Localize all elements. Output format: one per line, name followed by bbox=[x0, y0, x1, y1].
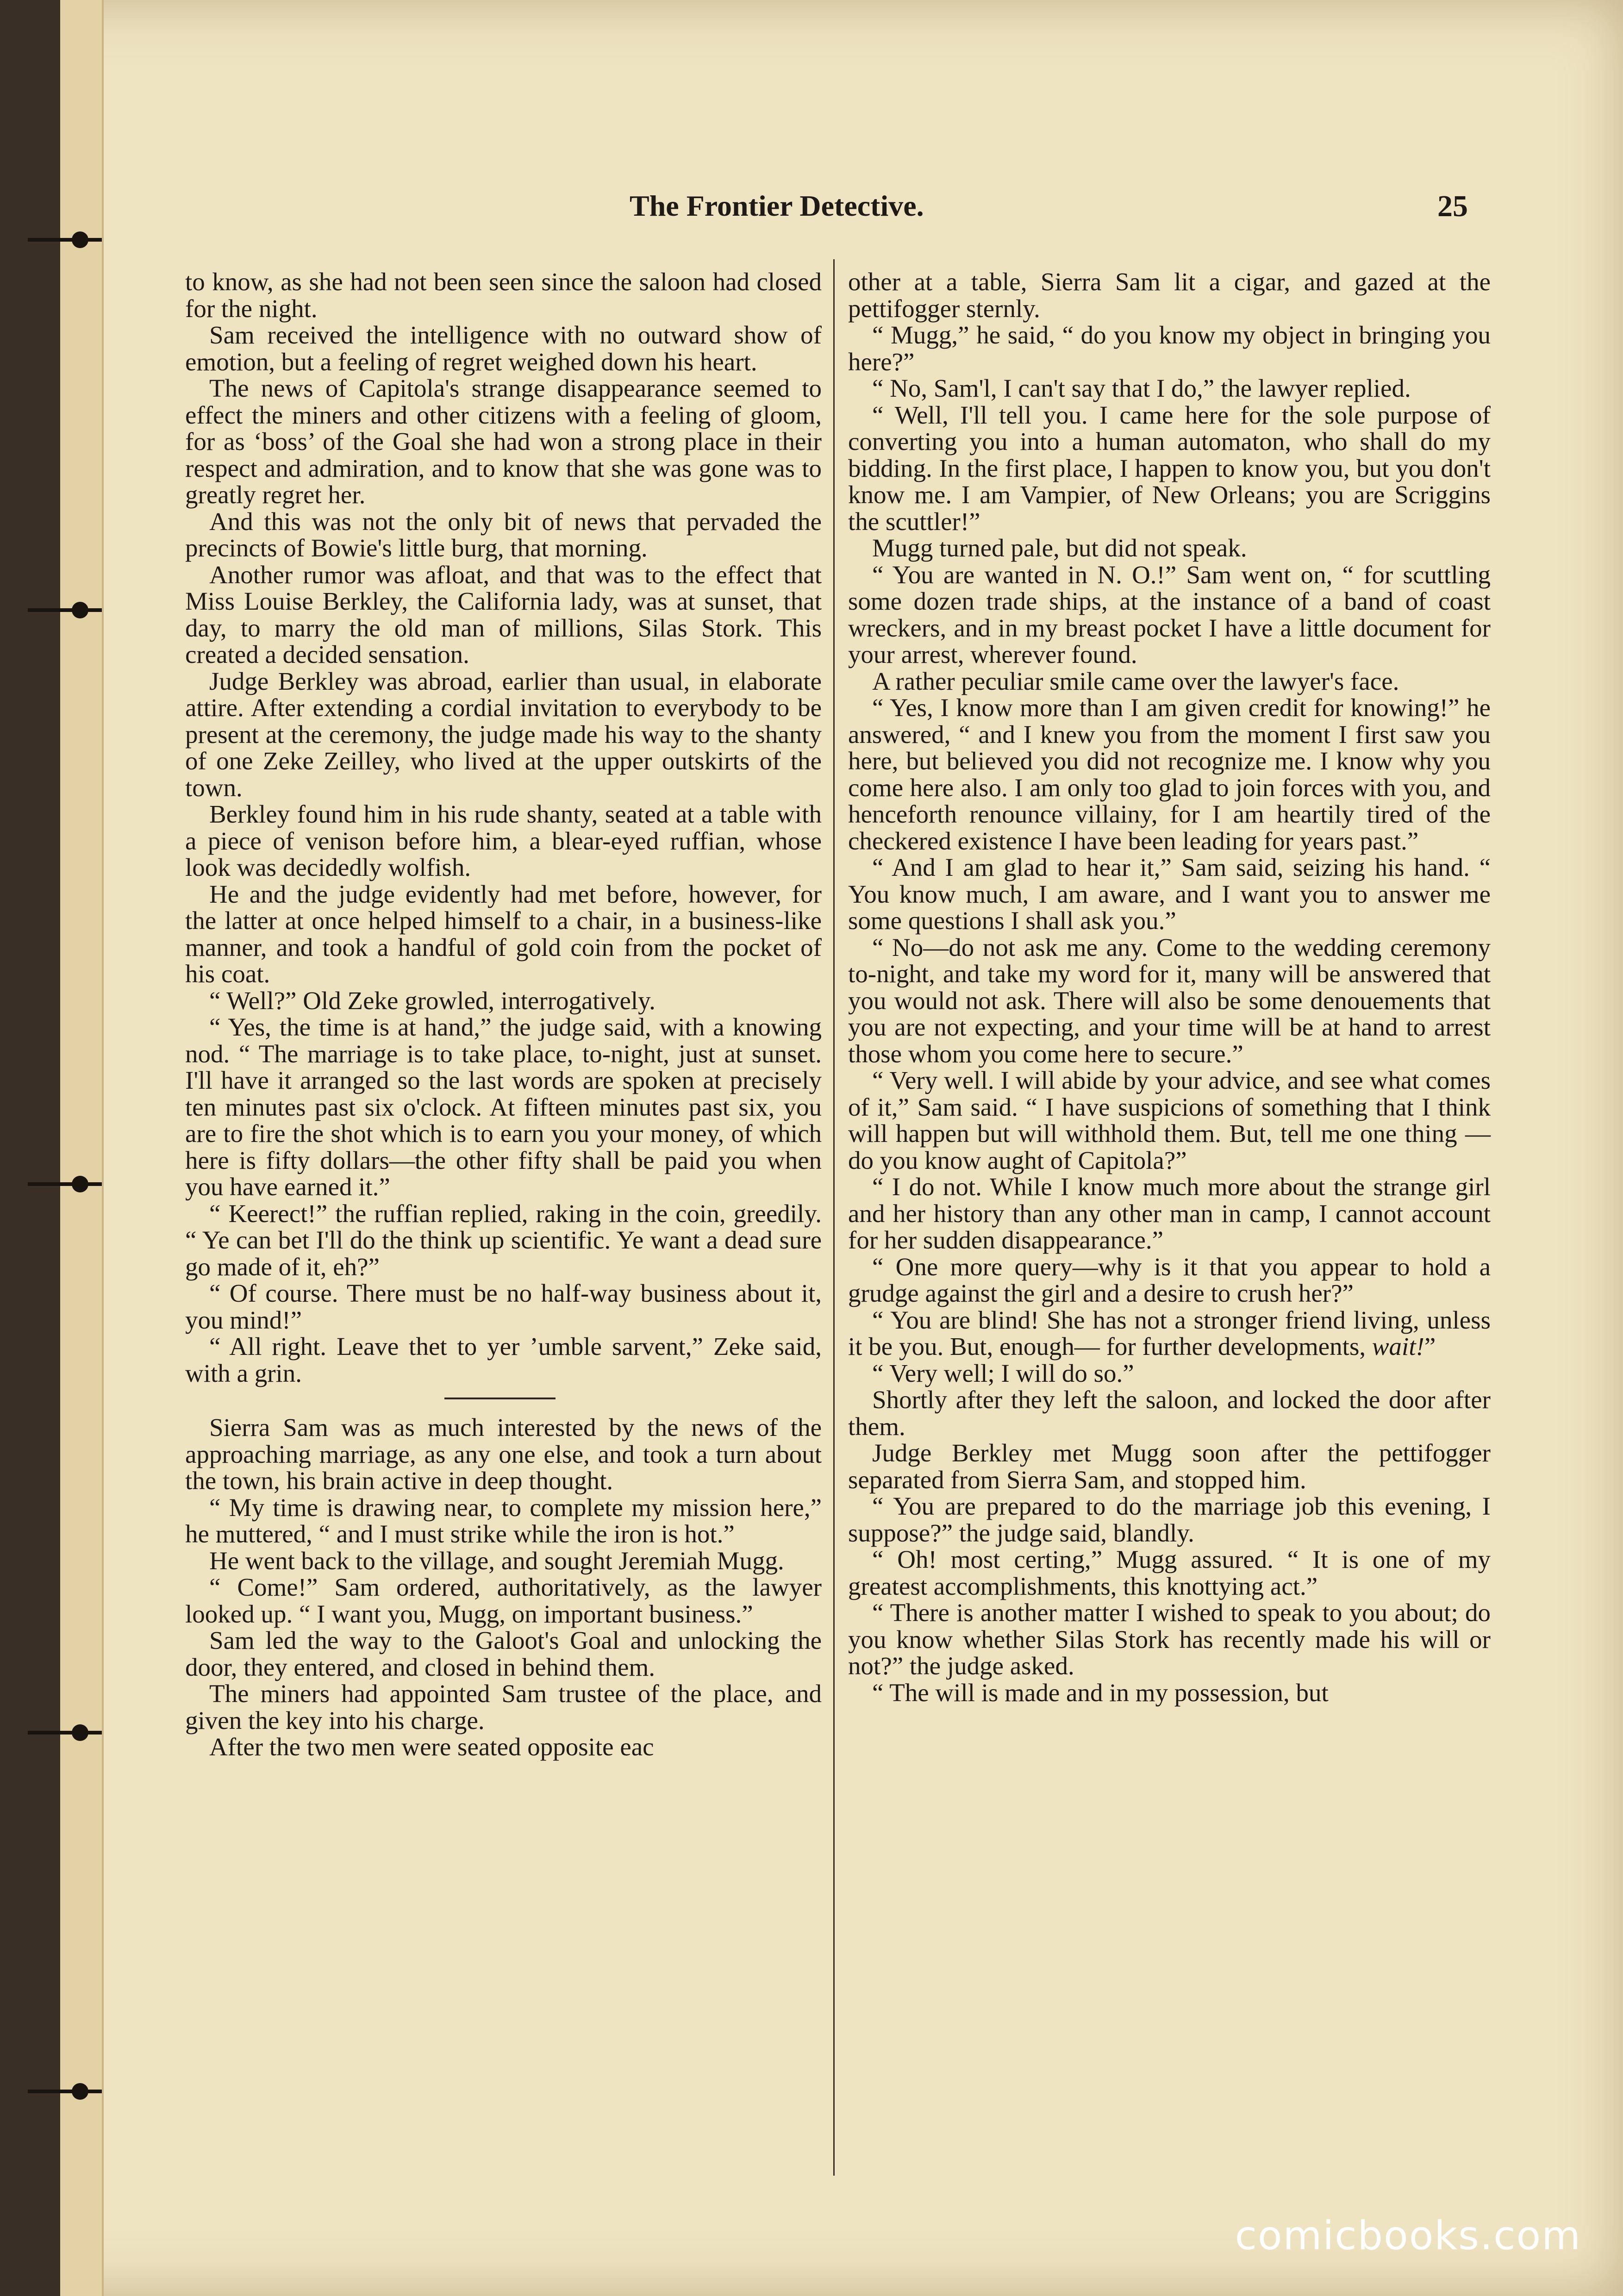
stitch-mark bbox=[28, 1724, 102, 1740]
paragraph: other at a table, Sierra Sam lit a cigar, and gazed at the pettifogger sternly. bbox=[848, 268, 1491, 323]
paragraph: “ I do not. While I know much more about the strange girl and her history than any other man in camp, I cannot account for her sudden disappearance.” bbox=[848, 1173, 1491, 1254]
paragraph: “ You are wanted in N. O.!” Sam went on, “ for scuttling some dozen trade ships, at the instance of a band of coast wreckers, and in my breast pocket I have a little document for your arrest, wherever found. bbox=[848, 560, 1491, 668]
paragraph: “ My time is drawing near, to complete my mission here,” he muttered, “ and I must strike while the iron is hot.” bbox=[185, 1493, 822, 1548]
paragraph: “ There is another matter I wished to speak to you about; do you know whether Silas Stork has recently made his will or not?” the judge asked. bbox=[848, 1598, 1491, 1680]
paragraph: “ Mugg,” he said, “ do you know my object in bringing you here?” bbox=[848, 321, 1491, 376]
paragraph: “ Well, I'll tell you. I came here for the sole purpose of converting you into a human automaton, who shall do my bidding. In the first place, I happen to know you, but you don't know me. I am Vampier, of New Orleans; you are Scriggins the scuttler!” bbox=[848, 400, 1491, 536]
paragraph: Sam led the way to the Galoot's Goal and unlocking the door, they entered, and closed in behind them. bbox=[185, 1626, 822, 1681]
stitch-mark bbox=[28, 1176, 102, 1192]
watermark: comicbooks.com bbox=[1235, 2213, 1581, 2259]
paragraph: Shortly after they left the saloon, and locked the door after them. bbox=[848, 1385, 1491, 1441]
paragraph: Mugg turned pale, but did not speak. bbox=[872, 534, 1247, 562]
paragraph: “ Of course. There must be no half-way business about it, you mind!” bbox=[185, 1279, 822, 1334]
left-column bbox=[185, 268, 822, 1760]
paragraph: “ No, Sam'l, I can't say that I do,” the lawyer replied. bbox=[872, 374, 1411, 402]
paragraph: “ The will is made and in my possession, but bbox=[872, 1678, 1329, 1707]
paragraph: And this was not the only bit of news that pervaded the precincts of Bowie's little burg, that morning. bbox=[185, 507, 822, 562]
page-number: 25 bbox=[1437, 189, 1468, 223]
section-divider bbox=[185, 1386, 822, 1414]
running-header: The Frontier Detective. bbox=[630, 189, 924, 222]
stitch-mark bbox=[28, 2083, 102, 2099]
paragraph: “ You are blind! She has not a stronger friend living, unless it be you. But, enough— for further developments, wait!” bbox=[848, 1305, 1491, 1360]
paragraph: “ And I am glad to hear it,” Sam said, seizing his hand. “ You know much, I am aware, and I want you to answer me some questions I shall ask you.” bbox=[848, 853, 1491, 935]
spine-edge bbox=[60, 0, 104, 2296]
paragraph: “ Come!” Sam ordered, authoritatively, as the lawyer looked up. “ I want you, Mugg, on important business.” bbox=[185, 1573, 822, 1628]
column-rule bbox=[833, 259, 835, 2176]
right-column bbox=[848, 268, 1491, 1706]
paragraph: Judge Berkley was abroad, earlier than usual, in elaborate attire. After extending a cordial invitation to everybody to be present at the ceremony, the judge made his way to the shanty of one Zeke Zeilley, who lived at the upper outskirts of the town. bbox=[185, 667, 822, 802]
paragraph: The news of Capitola's strange disappearance seemed to effect the miners and other citizens with a feeling of gloom, for as ‘boss’ of the Goal she had won a strong place in their respect and admiration, and to know that she was gone was to greatly regret her. bbox=[185, 374, 822, 509]
paragraph: “ One more query—why is it that you appear to hold a grudge against the girl and a desire to crush her?” bbox=[848, 1252, 1491, 1307]
paragraph: “ Yes, I know more than I am given credit for knowing!” he answered, “ and I knew you from the moment I first saw you here, but believed you did not recognize me. I know why you come here also. I am only too glad to join forces with you, and henceforth renounce villainy, for I am heartily tired of the checkered existence I have been leading for years past.” bbox=[848, 693, 1491, 855]
paragraph: Another rumor was afloat, and that was to the effect that Miss Louise Berkley, the California lady, was at sunset, that day, to marry the old man of millions, Silas Stork. This created a decided sensation. bbox=[185, 560, 822, 668]
paragraph: Sam received the intelligence with no outward show of emotion, but a feeling of regret weighed down his heart. bbox=[185, 321, 822, 376]
paragraph: Judge Berkley met Mugg soon after the pettifogger separated from Sierra Sam, and stopped him. bbox=[848, 1439, 1491, 1494]
paragraph: “ Very well. I will abide by your advice, and see what comes of it,” Sam said. “ I have suspicions of something that I think will happen but will withhold them. But, tell me one thing —do you know aught of Capitola?” bbox=[848, 1066, 1491, 1174]
paragraph: Sierra Sam was as much interested by the news of the approaching marriage, as any one else, and took a turn about the town, his brain active in deep thought. bbox=[185, 1413, 822, 1495]
paragraph: He and the judge evidently had met before, however, for the latter at once helped himself to a chair, in a business-like manner, and took a handful of gold coin from the pocket of his coat. bbox=[185, 880, 822, 988]
paragraph: “ Well?” Old Zeke growled, interrogatively. bbox=[209, 986, 655, 1015]
paragraph: He went back to the village, and sought Jeremiah Mugg. bbox=[209, 1546, 784, 1575]
stitch-mark bbox=[28, 231, 102, 247]
paragraph: to know, as she had not been seen since the saloon had closed for the night. bbox=[185, 268, 822, 323]
paragraph: “ No—do not ask me any. Come to the wedding ceremony to-night, and take my word for it, many will be answered that you would not ask. There will also be some denouements that you are not expecting, and your time will be at hand to arrest those whom you come here to secure.” bbox=[848, 933, 1491, 1068]
paragraph: A rather peculiar smile came over the lawyer's face. bbox=[872, 667, 1399, 695]
binding-background bbox=[0, 0, 60, 2296]
paragraph: “ Yes, the time is at hand,” the judge said, with a knowing nod. “ The marriage is to take place, to-night, just at sunset. I'll have it arranged so the last words are spoken at precisely ten minutes past six o'clock. At fifteen minutes past six, you are to fire the shot which is to earn you your money, of which here is fifty dollars—the other fifty shall be paid you when you have earned it.” bbox=[185, 1013, 822, 1201]
paragraph: Berkley found him in his rude shanty, seated at a table with a piece of venison before him, a blear-eyed ruffian, whose look was decidedly wolfish. bbox=[185, 800, 822, 881]
paragraph: After the two men were seated opposite eac bbox=[209, 1733, 654, 1761]
paragraph: “ Oh! most certing,” Mugg assured. “ It is one of my greatest accomplishments, this knottying act.” bbox=[848, 1545, 1491, 1600]
paragraph: “ You are prepared to do the marriage job this evening, I suppose?” the judge said, blandly. bbox=[848, 1492, 1491, 1547]
paragraph: “ Very well; I will do so.” bbox=[872, 1359, 1134, 1387]
stitch-mark bbox=[28, 602, 102, 618]
paragraph: The miners had appointed Sam trustee of the place, and given the key into his charge. bbox=[185, 1679, 822, 1734]
paragraph: “ Keerect!” the ruffian replied, raking in the coin, greedily. “ Ye can bet I'll do the think up scientific. Ye want a dead sure go made of it, eh?” bbox=[185, 1199, 822, 1281]
paragraph: “ All right. Leave thet to yer ’umble sarvent,” Zeke said, with a grin. bbox=[185, 1332, 822, 1387]
